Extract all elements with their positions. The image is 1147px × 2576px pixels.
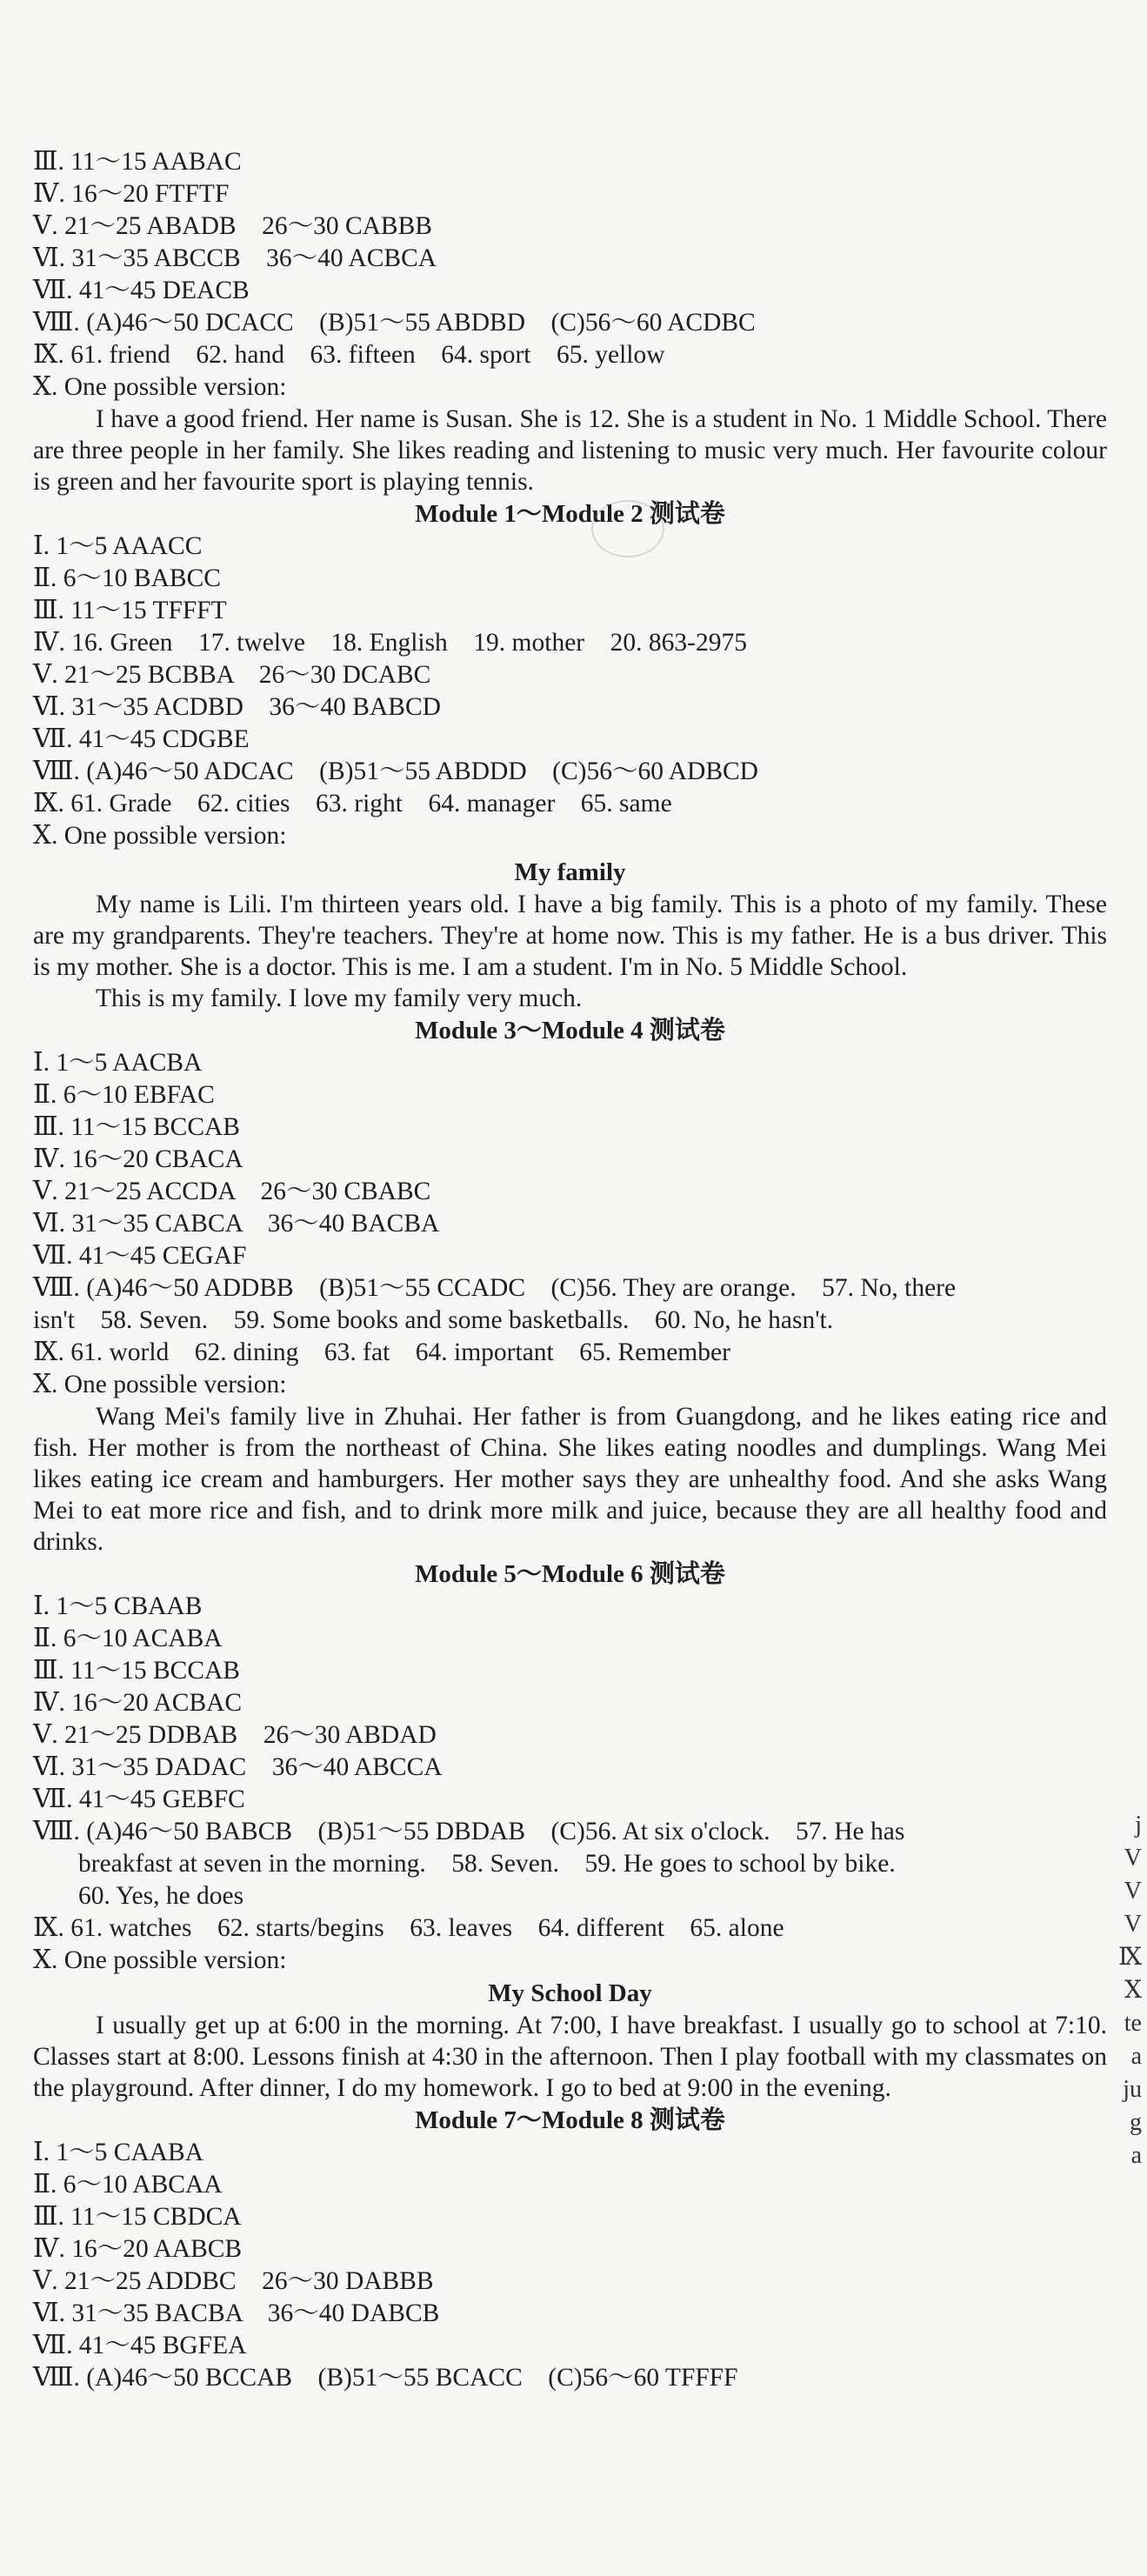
margin-fragment: g: [1130, 2109, 1142, 2136]
essay-title: My School Day: [488, 1979, 652, 2007]
answer-line: Ⅳ. 16. Green 17. twelve 18. English 19. mother 20. 863-2975: [33, 629, 747, 657]
margin-fragment: j: [1135, 1812, 1142, 1839]
answer-line: Ⅵ. 31～35 DADAC 36～40 ABCCA: [33, 1753, 443, 1781]
answer-line: Ⅳ. 16～20 FTFTF: [33, 180, 230, 208]
answer-line: Ⅲ. 11～15 BCCAB: [33, 1113, 240, 1141]
answer-line: Ⅹ. One possible version:: [33, 1371, 287, 1398]
margin-fragment: a: [1130, 2043, 1142, 2070]
margin-fragment: V: [1124, 1878, 1142, 1905]
answer-line: Ⅶ. 41～45 CEGAF: [33, 1242, 247, 1270]
answer-line: Ⅴ. 21～25 ACCDA 26～30 CBABC: [33, 1178, 431, 1205]
answer-key-page: [33, 146, 1107, 2394]
answer-line: Ⅲ. 11～15 TFFFT: [33, 597, 227, 624]
answer-line: Ⅶ. 41～45 CDGBE: [33, 725, 250, 753]
answer-line: Ⅸ. 61. world 62. dining 63. fat 64. important 65. Remember: [33, 1338, 730, 1366]
section-heading: Module 1～Module 2 测试卷: [415, 500, 725, 528]
margin-fragment: V: [1124, 1911, 1142, 1938]
answer-line: Ⅵ. 31～35 ABCCB 36～40 ACBCA: [33, 244, 437, 272]
answer-line: Ⅲ. 11～15 AABAC: [33, 148, 242, 176]
answer-line: Ⅸ. 61. friend 62. hand 63. fifteen 64. sport 65. yellow: [33, 341, 665, 369]
answer-line: Ⅷ. (A)46～50 DCACC (B)51～55 ABDBD (C)56～60 ACDBC: [33, 309, 756, 337]
answer-line: Ⅷ. (A)46～50 BCCAB (B)51～55 BCACC (C)56～60 TFFFF: [33, 2364, 738, 2392]
answer-line: Ⅷ. (A)46～50 BABCB (B)51～55 DBDAB (C)56. At six o'clock. 57. He has: [33, 1818, 905, 1845]
module-5-6-block: [33, 1558, 1107, 2104]
essay-paragraph: Wang Mei's family live in Zhuhai. Her father is from Guangdong, and he likes eating rice and fish. Her mother is from the northeast of China. She likes eating noodles and dumplings. Wang Mei likes eating ice cream and hamburgers. Her mother says they are unhealthy food. And she asks Wang Mei to eat more rice and fish, and to drink more milk and juice, because they are all healthy food and drinks.: [33, 1403, 1107, 1556]
margin-fragment: Ⅹ: [1124, 1977, 1142, 2004]
answer-line: Ⅱ. 6～10 EBFAC: [33, 1081, 215, 1109]
essay-title: My family: [514, 858, 626, 886]
answer-line: Ⅷ. (A)46～50 ADDBB (B)51～55 CCADC (C)56. They are orange. 57. No, there: [33, 1274, 957, 1302]
essay-paragraph: This is my family. I love my family very much.: [96, 984, 583, 1012]
answer-line: Ⅲ. 11～15 CBDCA: [33, 2203, 242, 2231]
margin-fragment: V: [1124, 1845, 1142, 1872]
answer-line: Ⅴ. 21～25 DDBAB 26～30 ABDAD: [33, 1721, 437, 1749]
answer-line: Ⅸ. 61. Grade 62. cities 63. right 64. manager 65. same: [33, 790, 672, 818]
answer-line: Ⅹ. One possible version:: [33, 822, 287, 850]
answer-line: Ⅱ. 6～10 BABCC: [33, 564, 221, 592]
answer-line: Ⅳ. 16～20 CBACA: [33, 1145, 243, 1173]
answer-line: Ⅳ. 16～20 ACBAC: [33, 1689, 243, 1717]
essay-paragraph: I have a good friend. Her name is Susan. She is 12. She is a student in No. 1 Middle School. There are three people in her family. She likes reading and listening to music very much. Her favourite colour is green and her favourite sport is playing tennis.: [33, 405, 1107, 496]
answer-line: Ⅶ. 41～45 BGFEA: [33, 2332, 247, 2359]
answer-line: Ⅰ. 1～5 AAACC: [33, 532, 203, 560]
answer-line: Ⅰ. 1～5 AACBA: [33, 1049, 203, 1077]
answer-line: Ⅵ. 31～35 ACDBD 36～40 BABCD: [33, 693, 441, 721]
margin-fragment: Ⅸ: [1117, 1944, 1142, 1971]
answer-line: Ⅳ. 16～20 AABCB: [33, 2235, 243, 2263]
answer-line: Ⅲ. 11～15 BCCAB: [33, 1657, 240, 1685]
module-7-8-block: [33, 2104, 1107, 2394]
module-1-2-block: [33, 497, 1107, 1014]
answer-line: Ⅹ. One possible version:: [33, 1946, 287, 1974]
answer-line: Ⅷ. (A)46～50 ADCAC (B)51～55 ABDDD (C)56～60 ADBCD: [33, 757, 758, 785]
answer-block-intro: [33, 146, 1107, 497]
answer-line: Ⅸ. 61. watches 62. starts/begins 63. leaves 64. different 65. alone: [33, 1914, 784, 1942]
answer-line: Ⅹ. One possible version:: [33, 373, 287, 401]
answer-line: Ⅴ. 21～25 ADDBC 26～30 DABBB: [33, 2267, 434, 2295]
answer-line: Ⅱ. 6～10 ACABA: [33, 1625, 223, 1652]
answer-line: Ⅶ. 41～45 GEBFC: [33, 1785, 245, 1813]
answer-line: Ⅴ. 21～25 ABADB 26～30 CABBB: [33, 212, 432, 240]
adjacent-page-fragments: [1116, 1809, 1142, 2172]
answer-line: Ⅵ. 31～35 BACBA 36～40 DABCB: [33, 2299, 440, 2327]
answer-line: Ⅵ. 31～35 CABCA 36～40 BACBA: [33, 1210, 440, 1238]
section-heading: Module 7～Module 8 测试卷: [415, 2106, 725, 2134]
margin-fragment: ju: [1123, 2076, 1142, 2103]
watermark-stamp: [591, 500, 664, 557]
answer-line: Ⅰ. 1～5 CBAAB: [33, 1592, 203, 1620]
answer-line: isn't 58. Seven. 59. Some books and some basketballs. 60. No, he hasn't.: [33, 1306, 834, 1334]
module-3-4-block: [33, 1014, 1107, 1558]
section-heading: Module 3～Module 4 测试卷: [415, 1017, 725, 1044]
answer-line: Ⅶ. 41～45 DEACB: [33, 277, 250, 304]
answer-line-continued: 60. Yes, he does: [78, 1882, 244, 1910]
margin-fragment: a: [1130, 2142, 1142, 2169]
answer-line-continued: breakfast at seven in the morning. 58. Seven. 59. He goes to school by bike.: [78, 1850, 896, 1878]
essay-paragraph: My name is Lili. I'm thirteen years old. I have a big family. This is a photo of my family. These are my grandparents. They're teachers. They're at home now. This is my father. He is a bus driver. This is my mother. She is a doctor. This is me. I am a student. I'm in No. 5 Middle School.: [33, 891, 1107, 981]
answer-line: Ⅰ. 1～5 CAABA: [33, 2139, 204, 2166]
answer-line: Ⅴ. 21～25 BCBBA 26～30 DCABC: [33, 661, 431, 689]
essay-paragraph: I usually get up at 6:00 in the morning. At 7:00, I have breakfast. I usually go to school at 7:10. Classes start at 8:00. Lessons finish at 4:30 in the afternoon. Then I play football with my classmates on the playground. After dinner, I do my homework. I go to bed at 9:00 in the evening.: [33, 2012, 1107, 2102]
answer-line: Ⅱ. 6～10 ABCAA: [33, 2171, 223, 2199]
margin-fragment: te: [1124, 2010, 1142, 2037]
section-heading: Module 5～Module 6 测试卷: [415, 1560, 725, 1588]
